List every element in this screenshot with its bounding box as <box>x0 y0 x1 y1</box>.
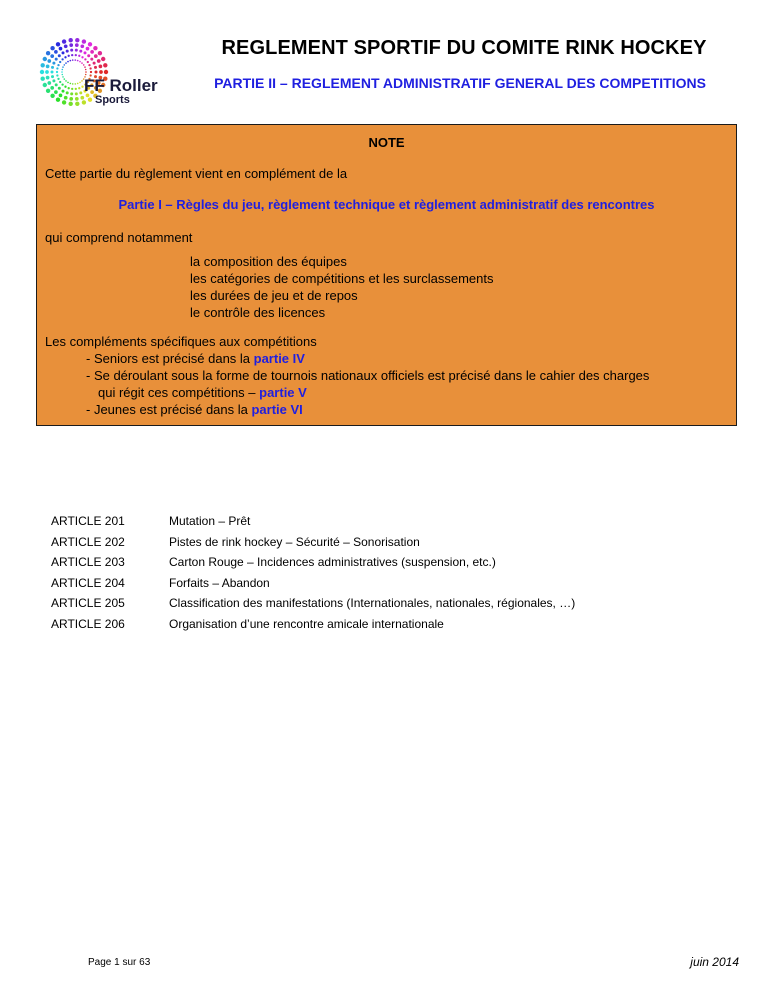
logo-dot <box>75 43 79 47</box>
article-number: ARTICLE 206 <box>51 616 125 631</box>
logo-dot <box>69 102 73 106</box>
article-title: Organisation d’une rencontre amicale internationale <box>169 616 444 631</box>
logo-dot <box>72 59 74 61</box>
logo-dot <box>81 56 83 58</box>
note-box <box>36 124 737 426</box>
logo-dot <box>56 98 60 102</box>
logo-dot <box>62 76 64 78</box>
page-subtitle: PARTIE II – REGLEMENT ADMINISTRATIF GENERAL DES COMPETITIONS <box>214 75 706 91</box>
logo-dot <box>75 88 77 90</box>
logo-dot <box>99 70 103 74</box>
logo-dot <box>58 87 61 90</box>
note-comprises: qui comprend notamment <box>45 230 193 245</box>
logo-dot <box>61 71 63 73</box>
logo-dot <box>47 59 51 63</box>
logo-dot <box>79 50 82 53</box>
logo-dot <box>87 54 90 57</box>
logo-dot <box>40 70 44 74</box>
logo-dot <box>54 90 58 94</box>
logo-dot <box>79 82 81 84</box>
logo-dot <box>90 71 92 73</box>
logo-dot <box>54 50 58 54</box>
list-item: le contrôle des licences <box>190 305 326 320</box>
logo-dot <box>97 59 101 63</box>
logo-dot <box>69 38 73 42</box>
logo-dot <box>99 65 103 69</box>
article-title: Pistes de rink hockey – Sécurité – Sonorisation <box>169 534 420 549</box>
logo-dot <box>75 38 79 42</box>
logo-dot <box>46 51 50 55</box>
logo-dot <box>70 49 73 52</box>
logo-dot <box>50 46 54 50</box>
logo-dot <box>66 50 69 53</box>
logo-dot <box>43 57 47 61</box>
logo-dot <box>75 54 77 56</box>
logo-dot <box>81 62 83 64</box>
logo-dot <box>57 78 59 80</box>
logo-dot <box>66 91 69 94</box>
partie-vi-link[interactable]: partie VI <box>251 402 303 417</box>
complement-seniors <box>86 350 305 367</box>
complements-intro: Les compléments spécifiques aux compétitions <box>45 334 317 349</box>
logo-dot <box>70 83 72 85</box>
logo-dot <box>88 64 90 66</box>
logo-dot <box>70 92 73 95</box>
logo-dot <box>93 46 97 50</box>
logo-dot <box>59 94 63 98</box>
logo-dot <box>50 54 54 58</box>
complement-seniors-text: - Seniors est précisé dans la <box>86 351 254 366</box>
logo-dot <box>46 89 50 93</box>
article-number: ARTICLE 202 <box>51 534 125 549</box>
logo-dot <box>56 67 58 69</box>
logo-dot <box>82 39 86 43</box>
logo-dot <box>82 100 86 104</box>
logo-dot <box>46 65 50 69</box>
table-row[interactable] <box>51 535 741 556</box>
article-title: Classification des manifestations (Internationales, nationales, régionales, …) <box>169 596 576 610</box>
logo-dot <box>71 54 73 56</box>
logo-dot <box>86 47 90 51</box>
logo-dot <box>64 56 66 58</box>
logo-dot <box>68 87 70 89</box>
logo-dot <box>59 61 61 63</box>
logo-dot <box>77 83 79 85</box>
table-row[interactable] <box>51 555 741 576</box>
logo-dot <box>101 57 105 61</box>
logo-dot <box>68 55 70 57</box>
logo-dot <box>79 91 82 94</box>
article-number: ARTICLE 203 <box>51 555 125 569</box>
logo-dot <box>62 74 64 76</box>
logo-dot <box>104 70 108 74</box>
logo-dot <box>69 43 73 47</box>
logo-dot <box>51 75 54 78</box>
logo-dot <box>84 66 86 68</box>
logo-dot <box>93 62 96 65</box>
logo-dot <box>55 83 58 86</box>
logo-dot <box>64 64 66 66</box>
logo-dot <box>56 71 58 73</box>
logo-dot <box>56 74 58 76</box>
logo-dot <box>78 55 80 57</box>
articles-list <box>51 514 741 637</box>
logo-dot <box>84 58 86 60</box>
logo-dot <box>80 96 84 100</box>
logo-dot <box>77 60 79 62</box>
logo-dot <box>89 67 91 69</box>
logo-dot <box>62 66 64 68</box>
complement-jeunes-text: - Jeunes est précisé dans la <box>86 402 252 417</box>
logo-dot <box>85 69 87 71</box>
logo-dot <box>59 81 61 83</box>
logo-brand-line2: Sports <box>95 94 130 106</box>
list-item: les catégories de compétitions et les surclassements <box>190 271 494 286</box>
logo-dot <box>67 61 69 63</box>
logo-dot <box>69 97 73 101</box>
partie-iv-link[interactable]: partie IV <box>253 351 305 366</box>
logo-dot <box>51 71 54 74</box>
note-part-reference: Partie I – Règles du jeu, règlement technique et règlement administratif des rencontres <box>118 197 655 212</box>
logo-dot <box>95 71 98 74</box>
logo-dot <box>62 69 64 71</box>
logo-dot <box>75 92 78 95</box>
logo-dot <box>47 81 51 85</box>
logo-dot <box>45 70 49 74</box>
logo-dot <box>55 58 58 61</box>
logo-dot <box>88 42 92 46</box>
logo-dot <box>62 90 65 93</box>
complement-tournois-cont <box>98 384 307 401</box>
logo-dot <box>83 64 85 66</box>
logo-dot <box>71 88 73 90</box>
logo-dot <box>51 66 54 69</box>
logo-dot <box>43 83 47 87</box>
partie-v-link[interactable]: partie V <box>259 385 307 400</box>
logo-dot <box>80 44 84 48</box>
ffroller-logo <box>38 38 178 108</box>
list-item: la composition des équipes <box>190 254 347 269</box>
article-title: Forfaits – Abandon <box>169 575 270 590</box>
logo-dot <box>84 51 87 54</box>
logo-dot <box>46 76 50 80</box>
logo-dot <box>52 62 55 65</box>
logo-dot <box>65 62 67 64</box>
logo-dot <box>41 77 45 81</box>
logo-dot <box>59 47 63 51</box>
article-number: ARTICLE 205 <box>51 596 125 610</box>
logo-dot <box>75 59 77 61</box>
logo-dot <box>94 66 97 69</box>
table-row[interactable] <box>51 576 741 597</box>
note-title: NOTE <box>368 135 405 150</box>
logo-dot <box>61 58 63 60</box>
logo-dot <box>57 64 59 66</box>
logo-dot <box>88 98 92 102</box>
logo-dot <box>85 71 87 73</box>
logo-brand-line1: FF Roller <box>84 76 158 95</box>
logo-dot <box>64 86 66 88</box>
logo-dot <box>50 94 54 98</box>
complement-jeunes <box>86 401 303 418</box>
table-row[interactable] <box>51 514 741 535</box>
logo-dot <box>75 97 79 101</box>
logo-dot <box>87 61 89 63</box>
note-intro: Cette partie du règlement vient en complément de la <box>45 166 348 181</box>
logo-dot <box>70 60 72 62</box>
logo-dot <box>52 79 55 82</box>
logo-dot <box>75 83 77 85</box>
logo-dot <box>81 80 83 82</box>
logo-dot <box>58 54 61 57</box>
logo-dot <box>62 100 66 104</box>
logo-dot <box>79 61 81 63</box>
table-row[interactable] <box>51 617 741 638</box>
logo-dot <box>64 44 68 48</box>
logo-dot <box>98 51 102 55</box>
logo-dot <box>64 96 68 100</box>
logo-dot <box>62 51 65 54</box>
logo-dot <box>56 42 60 46</box>
article-title: Carton Rouge – Incidences administratives (suspension, etc.) <box>169 555 496 569</box>
article-number: ARTICLE 201 <box>51 514 125 528</box>
logo-dot <box>41 63 45 67</box>
logo-dot <box>65 80 67 82</box>
complement-tournois-text2: qui régit ces compétitions – <box>98 385 260 400</box>
complement-tournois: - Se déroulant sous la forme de tournois nationaux officiels est précisé dans le cahier des charges <box>86 368 650 383</box>
page-title: REGLEMENT SPORTIF DU COMITE RINK HOCKEY <box>221 37 707 59</box>
logo-dot <box>90 58 93 61</box>
article-title: Mutation – Prêt <box>169 514 251 528</box>
logo-dot <box>61 83 63 85</box>
table-row[interactable] <box>51 596 741 617</box>
logo-dot <box>75 49 78 52</box>
logo-dot <box>75 102 79 106</box>
logo-dot <box>62 39 66 43</box>
logo-dot <box>50 86 54 90</box>
article-number: ARTICLE 204 <box>51 575 125 590</box>
logo-dot <box>78 87 80 89</box>
logo-dot <box>94 54 98 58</box>
list-item: les durées de jeu et de repos <box>190 288 358 303</box>
logo-dot <box>90 50 94 54</box>
logo-dot <box>67 82 69 84</box>
document-date: juin 2014 <box>690 955 739 969</box>
logo-dot <box>72 83 74 85</box>
note-topics-list <box>190 253 493 321</box>
logo-ring-icon <box>38 38 178 108</box>
logo-dot <box>103 63 107 67</box>
logo-dot <box>64 78 66 80</box>
page-number: Page 1 sur 63 <box>88 957 151 968</box>
